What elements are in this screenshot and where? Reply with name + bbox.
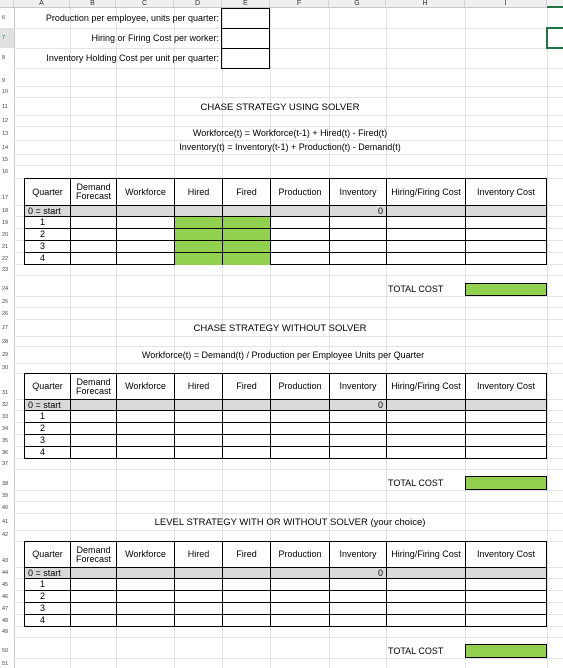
column-header-d[interactable]: D (174, 0, 222, 8)
row-header-45[interactable]: 45 (2, 582, 9, 588)
row-header-8[interactable]: 8 (2, 55, 6, 61)
row-header-39[interactable]: 39 (2, 493, 9, 499)
row-header-12[interactable]: 12 (2, 118, 9, 124)
s3-header-workforce: Workforce (116, 541, 175, 568)
row-header-38[interactable]: 38 (2, 481, 9, 487)
s1-header-demand-forecast: Demand Forecast (70, 178, 117, 206)
table-column-divider (116, 205, 117, 265)
table-column-divider (70, 567, 71, 627)
table-row-divider (24, 422, 547, 423)
row-header-50[interactable]: 50 (2, 648, 9, 654)
corner-header[interactable] (0, 0, 14, 8)
row-header-20[interactable]: 20 (2, 232, 9, 238)
s3-header-hiring-firing-cost: Hiring/Firing Cost (386, 541, 466, 568)
table-column-divider (386, 205, 387, 265)
s2-total-cost-value[interactable] (465, 476, 547, 490)
table-row-divider (24, 434, 547, 435)
s3-quarter-3: 3 (40, 603, 46, 613)
table-row-divider (24, 252, 547, 253)
s2-header-production: Production (270, 373, 330, 400)
s2-header-inventory-cost: Inventory Cost (465, 373, 547, 400)
table-column-divider (329, 399, 330, 459)
s2-header-fired: Fired (222, 373, 271, 400)
column-header-a[interactable]: A (14, 0, 70, 8)
row-header-43[interactable]: 43 (2, 558, 9, 564)
s3-quarter-start: 0 = start (28, 568, 61, 578)
row-header-46[interactable]: 46 (2, 594, 9, 600)
row-header-19[interactable]: 19 (2, 220, 9, 226)
s3-header-fired: Fired (222, 541, 271, 568)
hiring-firing-cost-input[interactable] (221, 28, 270, 49)
table-column-divider (465, 567, 466, 627)
section1-formula-workforce: Workforce(t) = Workforce(t-1) + Hired(t) - Fired(t) (192, 128, 388, 138)
s1-quarter-2: 2 (40, 229, 46, 239)
row-header-23[interactable]: 23 (2, 267, 9, 273)
row-header-42[interactable]: 42 (2, 532, 9, 538)
s2-quarter-4: 4 (40, 447, 46, 457)
row-header-36[interactable]: 36 (2, 450, 9, 456)
s1-quarter-4: 4 (40, 253, 46, 263)
s2-start-inventory: 0 (377, 400, 383, 410)
row-header-17[interactable]: 17 (2, 195, 9, 201)
row-header-13[interactable]: 13 (2, 131, 9, 137)
table-row-divider (24, 578, 547, 579)
row-header-27[interactable]: 27 (2, 325, 9, 331)
s3-total-cost-value[interactable] (465, 644, 547, 658)
table-row-divider (24, 410, 547, 411)
table-row-divider (24, 602, 547, 603)
table-row-divider (24, 614, 547, 615)
column-header-g[interactable]: G (329, 0, 386, 8)
table-row-divider (24, 228, 547, 229)
table-column-divider (116, 399, 117, 459)
hiring-firing-cost-label: Hiring or Firing Cost per worker: (91, 33, 219, 43)
row-header-22[interactable]: 22 (2, 256, 9, 262)
row-header-15[interactable]: 15 (2, 157, 9, 163)
row-header-30[interactable]: 30 (2, 365, 9, 371)
table-row-divider (24, 240, 547, 241)
row-header-28[interactable]: 28 (2, 339, 9, 345)
s3-header-inventory: Inventory (329, 541, 387, 568)
table-column-divider (70, 205, 71, 265)
table-column-divider (70, 399, 71, 459)
row-header-31[interactable]: 31 (2, 390, 9, 396)
production-per-employee-label: Production per employee, units per quarter: (45, 13, 219, 23)
row-header-16[interactable]: 16 (2, 169, 9, 175)
row-header-33[interactable]: 33 (2, 414, 9, 420)
s2-header-inventory: Inventory (329, 373, 387, 400)
s1-quarter-start: 0 = start (28, 206, 61, 216)
production-per-employee-input[interactable] (221, 8, 270, 29)
row-header-29[interactable]: 29 (2, 352, 9, 358)
s3-quarter-4: 4 (40, 615, 46, 625)
s3-header-quarter: Quarter (24, 541, 71, 568)
table-column-divider (465, 205, 466, 265)
s3-header-demand-forecast: Demand Forecast (70, 541, 117, 568)
row-header-37[interactable]: 37 (2, 461, 9, 467)
s1-header-workforce: Workforce (116, 178, 175, 206)
table-column-divider (386, 567, 387, 627)
s1-header-inventory: Inventory (329, 178, 387, 206)
row-header-10[interactable]: 10 (2, 89, 9, 95)
table-column-divider (329, 205, 330, 265)
table-column-divider (222, 399, 223, 459)
s3-header-inventory-cost: Inventory Cost (465, 541, 547, 568)
row-header-26[interactable]: 26 (2, 311, 9, 317)
row-header-32[interactable]: 32 (2, 402, 9, 408)
column-header-f[interactable]: F (270, 0, 329, 8)
section3-title: LEVEL STRATEGY WITH OR WITHOUT SOLVER (your choice) (154, 516, 426, 528)
s3-start-inventory: 0 (377, 568, 383, 578)
row-header-9[interactable]: 9 (2, 78, 6, 84)
table-column-divider (116, 567, 117, 627)
column-header-e[interactable]: E (222, 0, 270, 8)
s3-header-hired: Hired (174, 541, 223, 568)
s1-quarter-3: 3 (40, 241, 46, 251)
s3-quarter-1: 1 (40, 579, 46, 589)
row-header-34[interactable]: 34 (2, 426, 9, 432)
s2-header-hired: Hired (174, 373, 223, 400)
section2-formula-workforce: Workforce(t) = Demand(t) / Production per Employee Units per Quarter (141, 349, 425, 360)
s2-header-workforce: Workforce (116, 373, 175, 400)
row-header-14[interactable]: 14 (2, 145, 9, 151)
table-row-divider (24, 446, 547, 447)
column-header-h[interactable]: H (386, 0, 465, 8)
s3-total-cost-label: TOTAL COST (388, 646, 444, 656)
section1-formula-inventory: Inventory(t) = Inventory(t-1) + Production(t) - Demand(t) (179, 142, 401, 152)
table-column-divider (270, 399, 271, 459)
row-header-25[interactable]: 25 (2, 299, 9, 305)
table-column-divider (270, 205, 271, 265)
s1-total-cost-value[interactable] (465, 283, 547, 296)
row-header-41[interactable]: 41 (2, 519, 9, 525)
s2-header-hiring-firing-cost: Hiring/Firing Cost (386, 373, 466, 400)
s2-total-cost-label: TOTAL COST (388, 478, 444, 488)
s2-quarter-2: 2 (40, 423, 46, 433)
table-column-divider (174, 205, 175, 265)
row-header-40[interactable]: 40 (2, 505, 9, 511)
column-header-b[interactable]: B (70, 0, 116, 8)
s1-total-cost-label: TOTAL COST (388, 284, 444, 294)
s1-header-quarter: Quarter (24, 178, 71, 206)
row-header-47[interactable]: 47 (2, 606, 9, 612)
row-header-49[interactable]: 49 (2, 629, 9, 635)
table-row-divider (24, 216, 547, 217)
row-header-11[interactable]: 11 (2, 104, 8, 110)
column-j-header-highlight (547, 6, 563, 8)
s2-quarter-1: 1 (40, 411, 46, 421)
table-column-divider (222, 567, 223, 627)
column-header-i[interactable]: I (465, 0, 547, 8)
table-column-divider (465, 399, 466, 459)
row-header-7[interactable]: 7 (0, 28, 14, 48)
s1-header-hiring-firing-cost: Hiring/Firing Cost (386, 178, 466, 206)
s1-header-fired: Fired (222, 178, 271, 206)
table-column-divider (386, 399, 387, 459)
s2-header-demand-forecast: Demand Forecast (70, 373, 117, 400)
row-header-18[interactable]: 18 (2, 208, 9, 214)
table-column-divider (222, 205, 223, 265)
row-header-6[interactable]: 6 (2, 15, 6, 21)
row-header-21[interactable]: 21 (2, 244, 9, 250)
section2-title: CHASE STRATEGY WITHOUT SOLVER (193, 322, 367, 334)
table-row-divider (24, 590, 547, 591)
inventory-holding-cost-label: Inventory Holding Cost per unit per quarter: (46, 53, 219, 63)
s3-header-production: Production (270, 541, 330, 568)
s3-quarter-2: 2 (40, 591, 46, 601)
table-column-divider (270, 567, 271, 627)
selected-cell[interactable] (546, 27, 563, 49)
s1-quarter-1: 1 (40, 217, 46, 227)
row-header-24[interactable]: 24 (2, 286, 9, 292)
inventory-holding-cost-input[interactable] (221, 48, 270, 69)
column-header-c[interactable]: C (116, 0, 174, 8)
table-column-divider (174, 567, 175, 627)
row-header-48[interactable]: 48 (2, 618, 9, 624)
table-column-divider (174, 399, 175, 459)
s2-quarter-start: 0 = start (28, 400, 61, 410)
row-header-51[interactable]: 51 (2, 660, 9, 667)
s1-header-inventory-cost: Inventory Cost (465, 178, 547, 206)
s1-start-inventory: 0 (377, 206, 383, 216)
s2-header-quarter: Quarter (24, 373, 71, 400)
s1-header-production: Production (270, 178, 330, 206)
section1-title: CHASE STRATEGY USING SOLVER (200, 101, 360, 113)
row-header-44[interactable]: 44 (2, 570, 9, 576)
s1-header-hired: Hired (174, 178, 223, 206)
s2-quarter-3: 3 (40, 435, 46, 445)
row-header-35[interactable]: 35 (2, 438, 9, 444)
table-column-divider (329, 567, 330, 627)
